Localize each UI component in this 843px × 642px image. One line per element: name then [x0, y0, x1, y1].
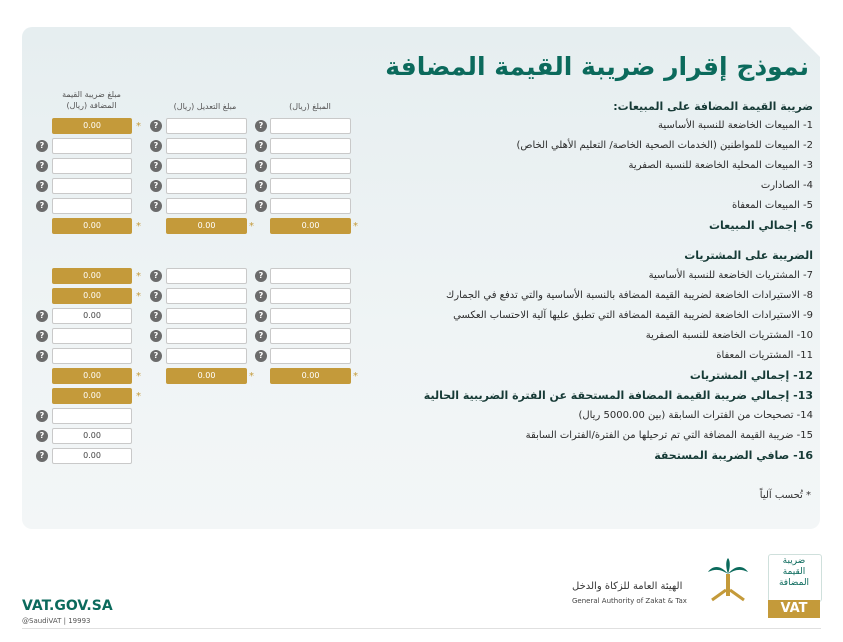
- help-icon[interactable]: ?: [36, 140, 48, 152]
- help-icon[interactable]: ?: [150, 330, 162, 342]
- amount-input[interactable]: [270, 308, 351, 324]
- contact-info: @SaudiVAT | 19993: [22, 617, 91, 625]
- col-header-vat-line1: مبلغ ضريبة القيمة: [62, 90, 121, 99]
- help-icon[interactable]: ?: [255, 330, 267, 342]
- vat-input[interactable]: 0.00: [52, 448, 132, 464]
- auto-calc-star: *: [136, 271, 141, 282]
- vat-logo-ar: [768, 556, 820, 589]
- vat-input[interactable]: 0.00: [52, 368, 132, 384]
- auto-calc-star: *: [136, 121, 141, 132]
- help-icon[interactable]: ?: [36, 450, 48, 462]
- row-label: 15- ضريبة القيمة المضافة التي تم ترحيلها من الفترة/الفترات السابقة: [525, 430, 813, 441]
- vat-input[interactable]: [52, 178, 132, 194]
- row-label: 3- المبيعات المحلية الخاضعة للنسبة الصفرية: [628, 160, 813, 171]
- help-icon[interactable]: ?: [150, 200, 162, 212]
- page-title: نموذج إقرار ضريبة القيمة المضافة: [385, 52, 809, 81]
- auto-calc-star: *: [353, 221, 358, 232]
- help-icon[interactable]: ?: [150, 180, 162, 192]
- vat-input[interactable]: 0.00: [52, 288, 132, 304]
- help-icon[interactable]: ?: [36, 430, 48, 442]
- amount-input[interactable]: [270, 348, 351, 364]
- help-icon[interactable]: ?: [36, 180, 48, 192]
- amount-input[interactable]: [270, 288, 351, 304]
- vat-input[interactable]: [52, 328, 132, 344]
- vat-input[interactable]: 0.00: [52, 218, 132, 234]
- vat-logo-ar-line1: ضريبة: [782, 556, 806, 566]
- adjustment-input[interactable]: [166, 288, 247, 304]
- auto-calc-star: *: [136, 221, 141, 232]
- adjustment-input[interactable]: 0.00: [166, 218, 247, 234]
- adjustment-input[interactable]: [166, 158, 247, 174]
- row-label: 7- المشتريات الخاضعة للنسبة الأساسية: [648, 270, 813, 281]
- auto-calc-star: *: [136, 391, 141, 402]
- help-icon[interactable]: ?: [255, 350, 267, 362]
- amount-input[interactable]: [270, 198, 351, 214]
- col-header-amount: المبلغ (ريال): [289, 102, 331, 111]
- auto-calc-star: *: [136, 371, 141, 382]
- auto-calc-star: *: [136, 291, 141, 302]
- help-icon[interactable]: ?: [150, 120, 162, 132]
- help-icon[interactable]: ?: [255, 120, 267, 132]
- auto-calc-star: *: [249, 221, 254, 232]
- amount-input[interactable]: 0.00: [270, 218, 351, 234]
- row-label: 13- إجمالي ضريبة القيمة المضافة المستحقة عن الفترة الضريبية الحالية: [423, 389, 813, 402]
- amount-input[interactable]: [270, 138, 351, 154]
- help-icon[interactable]: ?: [150, 140, 162, 152]
- auto-calc-note: * تُحسب آلياً: [759, 490, 811, 501]
- vat-logo: [768, 554, 820, 620]
- adjustment-input[interactable]: [166, 308, 247, 324]
- vat-input[interactable]: 0.00: [52, 118, 132, 134]
- help-icon[interactable]: ?: [36, 310, 48, 322]
- vat-input[interactable]: [52, 198, 132, 214]
- amount-input[interactable]: [270, 328, 351, 344]
- help-icon[interactable]: ?: [150, 270, 162, 282]
- row-label: 12- إجمالي المشتريات: [689, 369, 813, 382]
- help-icon[interactable]: ?: [255, 270, 267, 282]
- adjustment-input[interactable]: [166, 348, 247, 364]
- help-icon[interactable]: ?: [255, 180, 267, 192]
- help-icon[interactable]: ?: [36, 330, 48, 342]
- help-icon[interactable]: ?: [255, 200, 267, 212]
- amount-input[interactable]: [270, 268, 351, 284]
- adjustment-input[interactable]: [166, 268, 247, 284]
- help-icon[interactable]: ?: [150, 290, 162, 302]
- amount-input[interactable]: [270, 178, 351, 194]
- website-link[interactable]: VAT.GOV.SA: [22, 598, 113, 614]
- vat-input[interactable]: [52, 158, 132, 174]
- amount-input[interactable]: [270, 118, 351, 134]
- zatca-palm-logo-icon: [706, 556, 750, 606]
- vat-input[interactable]: [52, 408, 132, 424]
- row-label: 4- الصادارت: [760, 180, 813, 191]
- vat-logo-ar-line2: القيمة: [782, 567, 806, 577]
- vat-input[interactable]: [52, 348, 132, 364]
- sales-section-header: ضريبة القيمة المضافة على المبيعات:: [613, 100, 813, 113]
- adjustment-input[interactable]: [166, 198, 247, 214]
- vat-input[interactable]: 0.00: [52, 268, 132, 284]
- adjustment-input[interactable]: [166, 138, 247, 154]
- col-header-vat-line2: المضافة (ريال): [66, 101, 117, 110]
- row-label: 9- الاستيرادات الخاضعة لضريبة القيمة المضافة التي تطبق عليها آلية الاحتساب العكسي: [453, 310, 813, 321]
- adjustment-input[interactable]: 0.00: [166, 368, 247, 384]
- authority-name-ar: الهيئة العامة للزكاة والدخل: [572, 581, 683, 592]
- col-header-adjustment: مبلغ التعديل (ريال): [173, 102, 237, 111]
- help-icon[interactable]: ?: [150, 310, 162, 322]
- row-label: 11- المشتريات المعفاة: [716, 350, 813, 361]
- purchases-section-header: الضريبة على المشتريات: [684, 249, 813, 262]
- row-label: 2- المبيعات للمواطنين (الخدمات الصحية الخاصة/ التعليم الأهلي الخاص): [516, 140, 813, 151]
- auto-calc-star: *: [353, 371, 358, 382]
- help-icon[interactable]: ?: [36, 350, 48, 362]
- row-label: 10- المشتريات الخاضعة للنسبة الصفرية: [645, 330, 813, 341]
- vat-input[interactable]: [52, 138, 132, 154]
- row-label: 5- المبيعات المعفاة: [731, 200, 813, 211]
- vat-input[interactable]: 0.00: [52, 388, 132, 404]
- help-icon[interactable]: ?: [36, 410, 48, 422]
- help-icon[interactable]: ?: [255, 140, 267, 152]
- help-icon[interactable]: ?: [255, 160, 267, 172]
- authority-name-en: General Authority of Zakat & Tax: [572, 597, 687, 605]
- row-label: 6- إجمالي المبيعات: [709, 219, 813, 232]
- vat-input[interactable]: 0.00: [52, 428, 132, 444]
- help-icon[interactable]: ?: [255, 290, 267, 302]
- vat-logo-ar-line3: المضافة: [778, 578, 810, 588]
- amount-input[interactable]: 0.00: [270, 368, 351, 384]
- vat-input[interactable]: 0.00: [52, 308, 132, 324]
- row-label: 14- تصحيحات من الفترات السابقة (بين 5000.00 ريال): [578, 410, 813, 421]
- col-header-vat: [44, 89, 139, 111]
- row-label: 8- الاستيرادات الخاضعة لضريبة القيمة المضافة بالنسبة الأساسية والتي تدفع في الجمارك: [446, 290, 813, 301]
- help-icon[interactable]: ?: [150, 350, 162, 362]
- amount-input[interactable]: [270, 158, 351, 174]
- help-icon[interactable]: ?: [36, 200, 48, 212]
- row-label: 16- صافي الضريبة المستحقة: [654, 449, 813, 462]
- help-icon[interactable]: ?: [150, 160, 162, 172]
- row-label: 1- المبيعات الخاضعة للنسبة الأساسية: [658, 120, 813, 131]
- adjustment-input[interactable]: [166, 118, 247, 134]
- help-icon[interactable]: ?: [255, 310, 267, 322]
- footer-divider: [22, 628, 821, 629]
- auto-calc-star: *: [249, 371, 254, 382]
- vat-logo-en: VAT: [768, 600, 820, 618]
- adjustment-input[interactable]: [166, 328, 247, 344]
- help-icon[interactable]: ?: [36, 160, 48, 172]
- adjustment-input[interactable]: [166, 178, 247, 194]
